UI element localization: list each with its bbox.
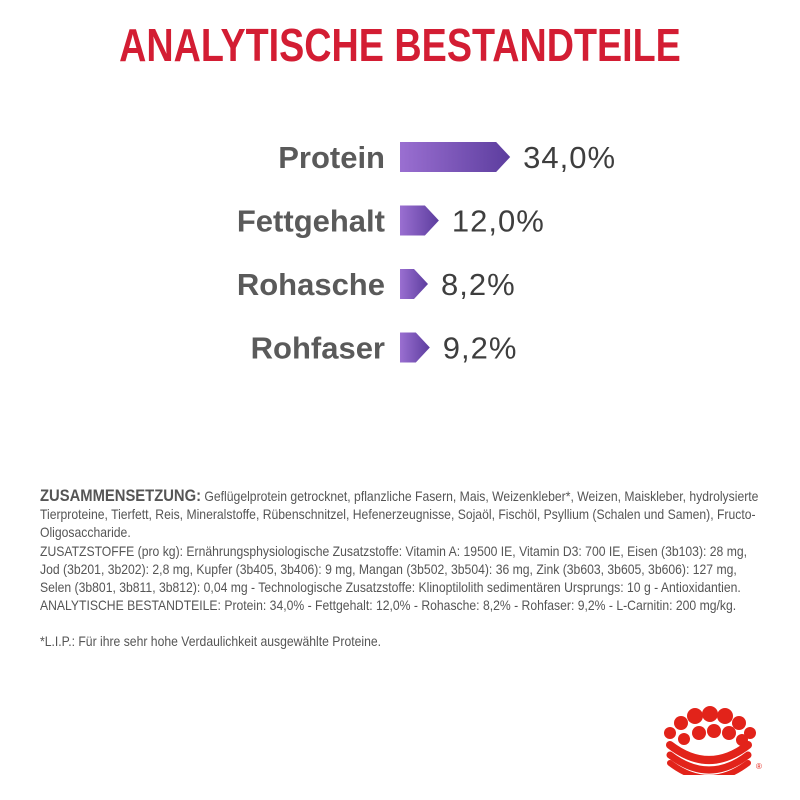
- bar-value-label: 34,0%: [523, 140, 617, 175]
- bar-category-label: Fettgehalt: [236, 203, 385, 239]
- composition-paragraph: [40, 487, 770, 542]
- royal-canin-crown-icon: [656, 705, 766, 775]
- bar-category-label: Rohfaser: [250, 330, 385, 366]
- page-title: ANALYTISCHE BESTANDTEILE: [119, 19, 681, 71]
- bar-category-label: Protein: [278, 140, 385, 175]
- bar: [400, 142, 510, 172]
- bar: [400, 269, 428, 299]
- composition-text: Geflügelprotein getrocknet, pflanzliche Fasern, Mais, Weizenkleber*, Weizen, Maiskleber, hydrolysierte Tierproteine, Tierfett, Reis, Mineralstoffe, Rübenschnitzel, Hefenerzeugnisse, Sojaöl, Fischöl, Psyllium (Schalen und Samen), Fructo-Oligosaccharide.: [40, 488, 759, 541]
- bar-value-label: 8,2%: [441, 267, 516, 302]
- analytical-paragraph: ANALYTISCHE BESTANDTEILE: Protein: 34,0% - Fettgehalt: 12,0% - Rohasche: 8,2% - Rohfaser: 9,2% - L-Carnitin: 200 mg/kg.: [40, 597, 737, 614]
- svg-text:®: ®: [756, 762, 762, 771]
- composition-block: [40, 487, 770, 651]
- bar-value-label: 9,2%: [442, 330, 518, 366]
- composition-heading: ZUSAMMENSETZUNG:: [40, 486, 202, 505]
- nutrient-bar-chart: [0, 140, 800, 400]
- additives-paragraph: ZUSATZSTOFFE (pro kg): Ernährungsphysiologische Zusatzstoffe: Vitamin A: 19500 IE, Vitamin D3: 700 IE, Eisen (3b103): 28 mg, Jod (3b201, 3b202): 2,8 mg, Kupfer (3b405, 3b406): 9 mg, Mangan (3b502, 3b504): 36 mg, Zink (3b603, 3b605, 3b606): 127 mg, Selen (3b801, 3b811, 3b812): 0,04 mg - Technologische Zusatzstoffe: Klinoptilolith sedimentären Ursprungs: 10 g - Antioxidantien.: [40, 542, 748, 596]
- bar-value-label: 12,0%: [451, 203, 545, 239]
- bar: [400, 206, 439, 236]
- bar-category-label: Rohasche: [236, 267, 385, 302]
- footnote: *L.I.P.: Für ihre sehr hohe Verdaulichkeit ausgewählte Proteine.: [40, 633, 382, 650]
- bar: [400, 333, 430, 363]
